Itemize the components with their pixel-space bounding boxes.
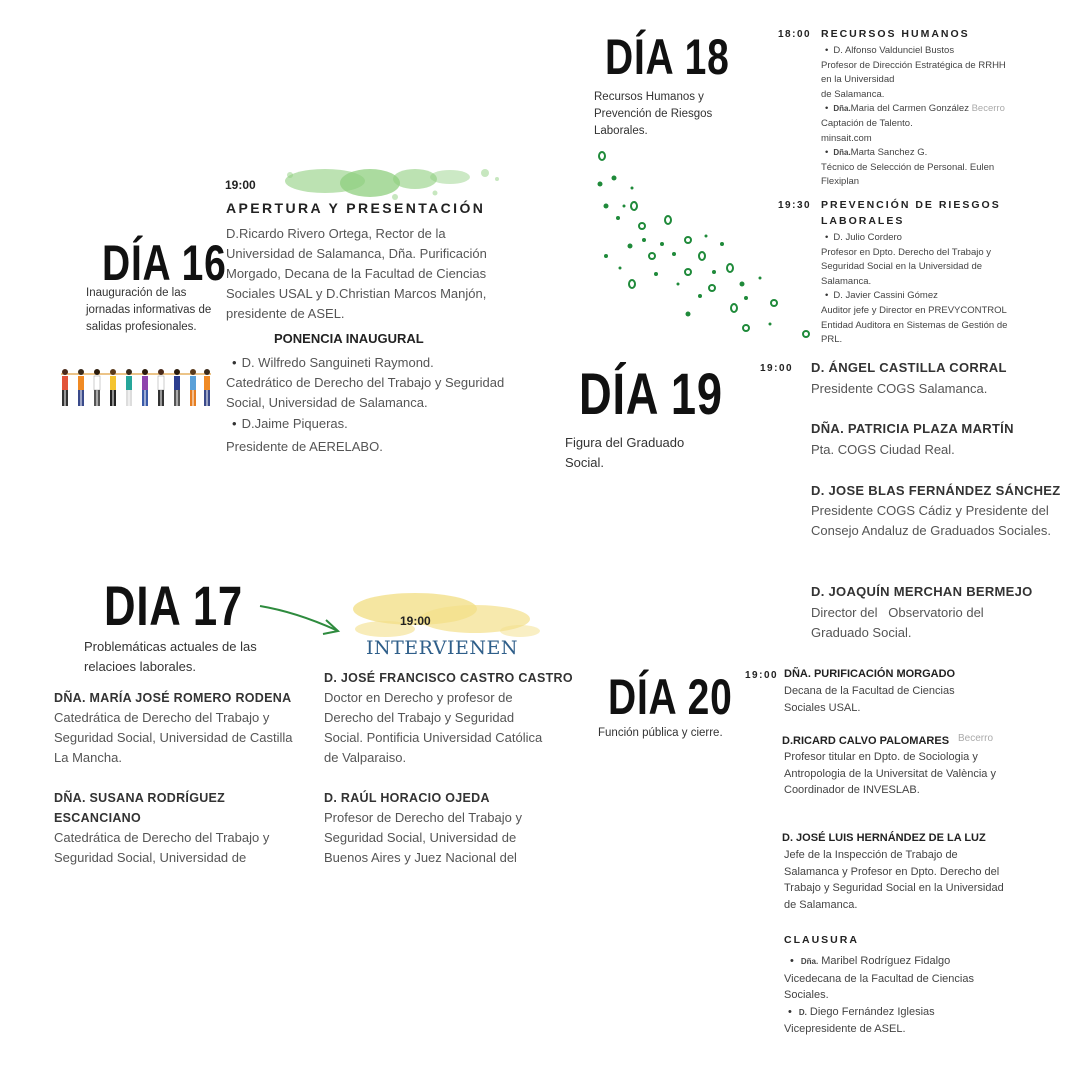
day20-c2-role: Vicepresidente de ASEL. <box>784 1023 906 1035</box>
green-dots-decoration <box>592 148 814 340</box>
day20-p2-name: D.RICARD CALVO PALOMARES <box>782 735 950 747</box>
day20-c2-prefix: D. <box>798 1007 807 1017</box>
day20-p1-name: DÑA. PURIFICACIÓN MORGADO <box>784 668 956 680</box>
day20-p3-name: D. JOSÉ LUIS HERNÁNDEZ DE LA LUZ <box>782 832 986 844</box>
people-holding-hands-illustration <box>55 364 217 410</box>
day18-prl2-role3: PRL. <box>821 334 843 346</box>
day18-rh3-name-text: Marta Sanchez G. <box>850 147 928 159</box>
day16-heading: APERTURA Y PRESENTACIÓN <box>226 200 486 216</box>
day18-subtitle: Recursos Humanos y Prevención de Riesgos Laborales. <box>594 91 713 137</box>
day17-p3-role: Doctor en Derecho y profesor de Derecho del Trabajo y Seguridad Social. Pontificia Universidad Católica de Valparaiso. <box>324 690 543 765</box>
day18-heading2b: LABORALES <box>821 215 905 227</box>
day18-rh2-name-text: Maria del Carmen González <box>850 103 969 115</box>
day16-opening-text: D.Ricardo Rivero Ortega, Rector de la Universidad de Salamanca, Dña. Purificación Morgado, Decana de la Facultad de Ciencias Sociales USAL y D.Christian Marcos Manjón, presidente de ASEL. <box>226 226 487 321</box>
day19-p1-name: D. ÁNGEL CASTILLA CORRAL <box>811 360 1007 375</box>
day18-prl1-role3: Salamanca. <box>821 275 872 287</box>
day20-clausura-heading: CLAUSURA <box>784 934 859 946</box>
day18-rh1-role3: de Salamanca. <box>821 88 885 100</box>
day19-time: 19:00 <box>760 363 794 374</box>
day20-p3-role: Jefe de la Inspección de Trabajo de Salamanca y Profesor en Dpto. Derecho del Trabajo y Seguridad Social en la Universidad de Salamanca. <box>784 849 1004 911</box>
day17-p4-role: Profesor de Derecho del Trabajo y Seguridad Social, Universidad de Buenos Aires y Juez Nacional del <box>324 810 522 865</box>
day19-p1-role: Presidente COGS Salamanca. <box>811 381 988 396</box>
day18-prl1-role2: Seguridad Social en la Universidad de <box>821 261 983 273</box>
day18-prl1-name-text: D. Julio Cordero <box>833 232 902 243</box>
day16-speaker2 <box>232 414 348 434</box>
day18-rh1-role2: en la Universidad <box>821 74 895 86</box>
day16-time: 19:00 <box>225 178 256 192</box>
day16-speaker1 <box>232 353 434 373</box>
day18-prl1-role1: Profesor en Dpto. Derecho del Trabajo y <box>821 246 992 258</box>
day18-prl-block <box>821 231 1026 348</box>
day18-time2: 19:30 <box>778 200 812 211</box>
day20-c1-prefix: Dña. <box>800 957 819 966</box>
day19-p2-role: Pta. COGS Ciudad Real. <box>811 442 955 457</box>
day18-title: DÍA 18 <box>605 29 730 85</box>
day18-prl2-role2: Entidad Auditora en Sistemas de Gestión de <box>821 319 1008 331</box>
day20-p1-role: Decana de la Facultad de Ciencias Sociales USAL. <box>784 685 955 714</box>
day19-p3-role: Presidente COGS Cádiz y Presidente del Consejo Andaluz de Graduados Sociales. <box>811 503 1051 538</box>
day18-rh2-prefix: Dña. <box>833 104 851 114</box>
day20-c1-role: Vicedecana de la Facultad de Ciencias Sociales. <box>784 972 974 1001</box>
day18-rh3-role1: Técnico de Selección de Personal. Eulen <box>821 161 995 173</box>
day16-ponencia-title: PONENCIA INAUGURAL <box>274 331 424 346</box>
day18-rh1-role1: Profesor de Dirección Estratégica de RRHH <box>821 59 1006 71</box>
day19-subtitle: Figura del Graduado Social. <box>565 435 685 470</box>
day20-clausura-block <box>784 953 994 1038</box>
day20-c2-name-text: Diego Fernández Iglesias <box>809 1005 935 1018</box>
day19-p4-role: Director del Observatorio del Graduado Social. <box>811 605 988 640</box>
day18-prl2-name <box>821 289 1026 304</box>
day18-rh2-role1: Captación de Talento. <box>821 117 913 129</box>
day17-subtitle: Problemáticas actuales de las relacioes laborales. <box>84 639 257 674</box>
day18-heading2a: PREVENCIÓN DE RIESGOS <box>821 199 1001 211</box>
day17-p1-name: DÑA. MARÍA JOSÉ ROMERO RODENA <box>54 691 292 705</box>
day18-rh3-prefix: Dña. <box>833 148 851 158</box>
day18-rh1-name-text: D. Alfonso Valdunciel Bustos <box>833 45 955 56</box>
day20-c1-name-text: Maribel Rodríguez Fidalgo <box>821 955 951 967</box>
day18-prl1-name <box>821 231 1026 246</box>
day19-p2-name: DÑA. PATRICIA PLAZA MARTÍN <box>811 421 1014 436</box>
day20-c2-name <box>784 1004 994 1022</box>
day17-intervienen-label: INTERVIENEN <box>366 637 519 659</box>
day18-prl2-name-text: D. Javier Cassini Gómez <box>833 290 938 302</box>
day18-rh2-extra: Becerro <box>971 103 1005 115</box>
day16-speaker2-name: D.Jaime Piqueras. <box>241 416 348 431</box>
day18-rh1-name <box>821 44 1021 59</box>
day17-p2-name: DÑA. SUSANA RODRÍGUEZ ESCANCIANO <box>54 791 226 825</box>
day16-subtitle: Inauguración de las jornadas informativas de salidas profesionales. <box>86 287 212 333</box>
day16-speaker2-role: Presidente de AERELABO. <box>226 439 383 454</box>
day17-p2-role: Catedrática de Derecho del Trabajo y Seguridad Social, Universidad de <box>54 830 270 865</box>
day17-title: DIA 17 <box>104 574 244 637</box>
day18-rh-block <box>821 44 1021 190</box>
day18-time1: 18:00 <box>778 29 812 40</box>
day18-prl2-role1: Auditor jefe y Director en PREVYCONTROL <box>821 304 1007 316</box>
day17-p1-role: Catedrática de Derecho del Trabajo y Seguridad Social, Universidad de Castilla La Mancha. <box>54 710 293 765</box>
day17-p4-name: D. RAÚL HORACIO OJEDA <box>324 791 490 805</box>
day19-title: DÍA 19 <box>579 362 723 427</box>
day17-time: 19:00 <box>400 614 431 628</box>
day20-title: DÍA 20 <box>608 669 733 725</box>
day20-p2-role: Profesor titular en Dpto. de Sociologia y Antropologia de la Universitat de València y Coordinador de INVESLAB. <box>784 751 996 796</box>
day16-speaker1-name: D. Wilfredo Sanguineti Raymond. <box>241 355 434 370</box>
day20-c1-name <box>784 953 994 971</box>
day20-time: 19:00 <box>745 670 779 681</box>
day18-rh3-role2: Flexiplan <box>821 176 860 188</box>
day16-title: DÍA 16 <box>102 235 227 291</box>
day17-p3-name: D. JOSÉ FRANCISCO CASTRO CASTRO <box>324 671 573 685</box>
day18-heading1: RECURSOS HUMANOS <box>821 28 970 40</box>
day20-subtitle: Función pública y cierre. <box>598 727 723 739</box>
day18-rh2-role2: minsait.com <box>821 132 872 144</box>
day20-p2-extra: Becerro <box>958 733 994 744</box>
day19-p3-name: D. JOSE BLAS FERNÁNDEZ SÁNCHEZ <box>811 483 1061 498</box>
day18-rh2-name <box>821 102 1021 117</box>
day16-speaker1-role: Catedrático de Derecho del Trabajo y Seguridad Social, Universidad de Salamanca. <box>226 375 505 410</box>
day19-p4-name: D. JOAQUÍN MERCHAN BERMEJO <box>811 584 1033 599</box>
arrow-right-icon <box>256 598 346 640</box>
day18-rh3-name <box>821 146 1021 161</box>
